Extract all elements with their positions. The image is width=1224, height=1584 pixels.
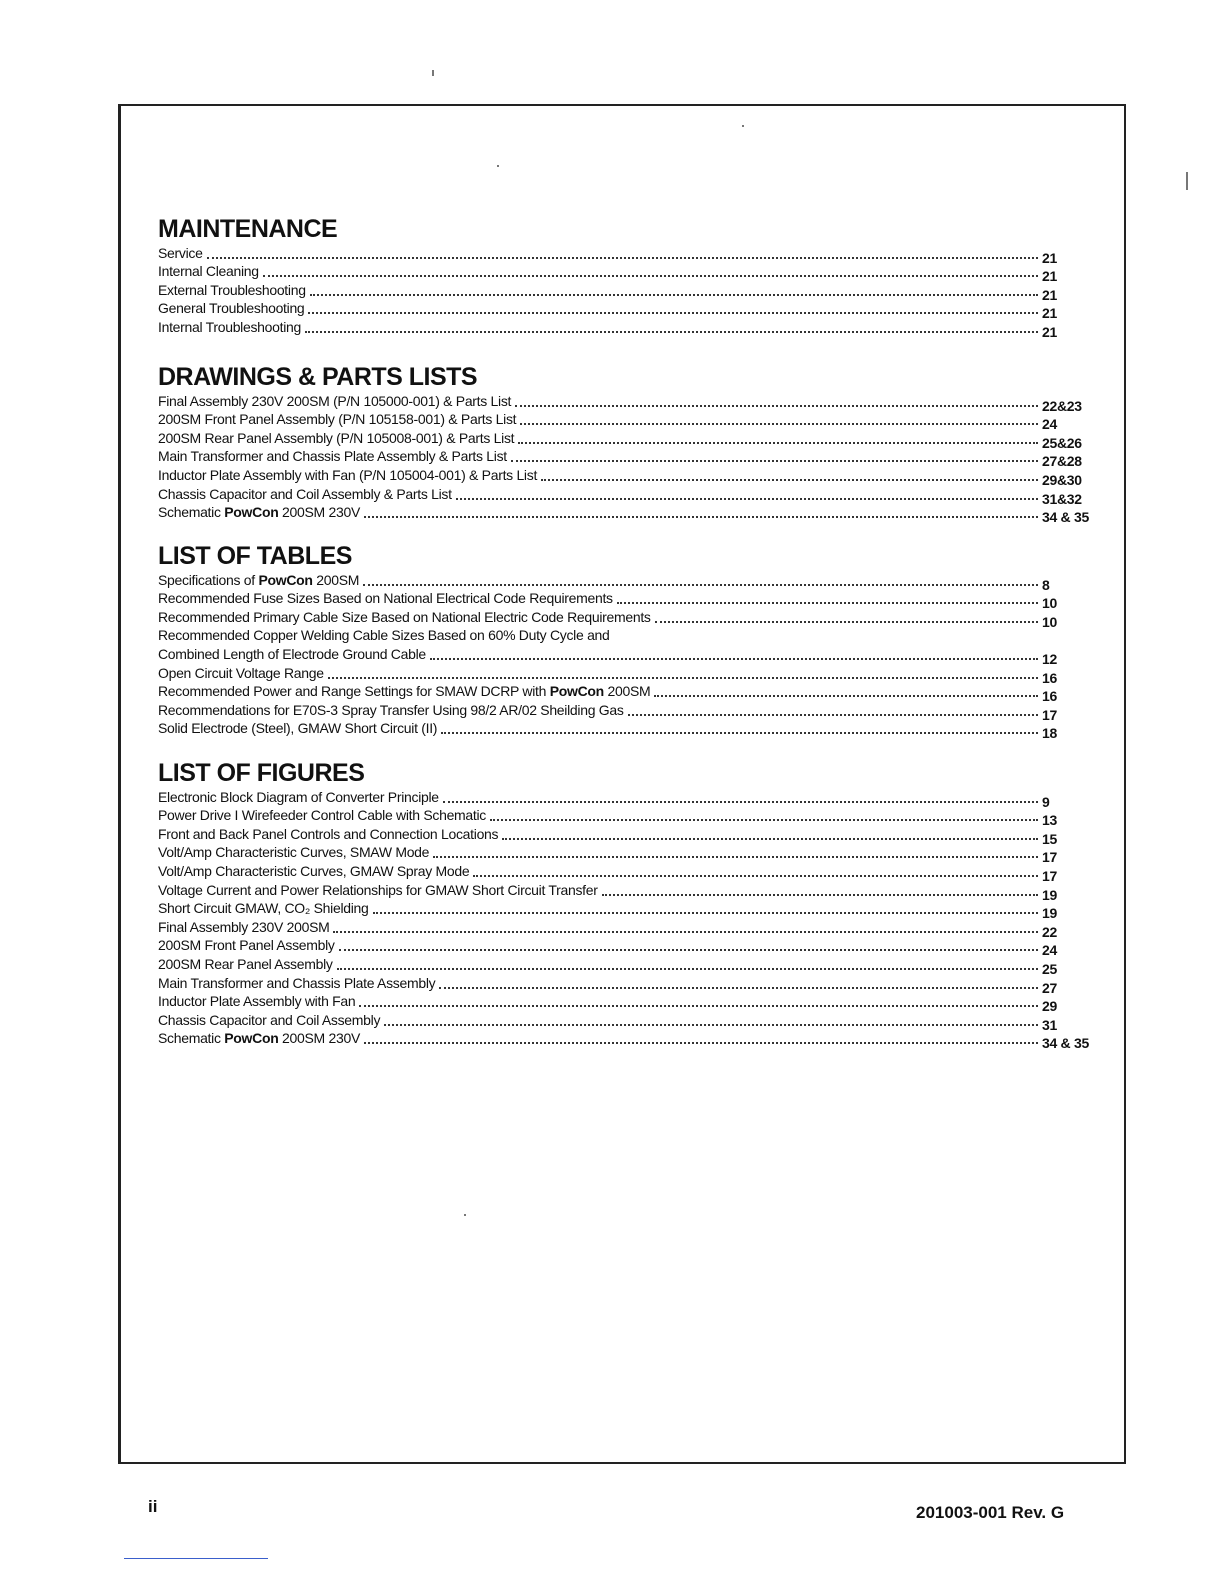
- toc-entry: [158, 700, 1098, 723]
- toc-dot-leader: [430, 648, 1038, 660]
- toc-dot-leader: [628, 704, 1038, 716]
- toc-entry-page-number: 25&26: [1042, 434, 1082, 451]
- section-list-of-tables: [158, 542, 1098, 742]
- toc-entry-label: 200SM Front Panel Assembly: [158, 937, 335, 954]
- toc-entry-label-prefix: Specifications of: [158, 571, 259, 588]
- toc-entry: [158, 663, 1098, 686]
- toc-dot-leader: [305, 321, 1038, 333]
- toc-entry: [158, 992, 1098, 1015]
- toc-entry-label: Inductor Plate Assembly with Fan (P/N 105004-001) & Parts List: [158, 466, 538, 483]
- toc-entry-page-number: 29&30: [1042, 471, 1082, 488]
- toc-entry-label: Front and Back Panel Controls and Connection Locations: [158, 825, 499, 842]
- toc-dot-leader: [502, 828, 1038, 840]
- toc-entry-label-prefix: Schematic: [158, 504, 225, 521]
- toc-list: [158, 787, 1098, 1052]
- toc-dot-leader: [337, 958, 1038, 970]
- toc-dot-leader: [443, 791, 1038, 803]
- toc-entry-label-prefix: Schematic: [158, 1030, 225, 1047]
- toc-dot-leader: [518, 432, 1038, 444]
- toc-entry-label-suffix: 200SM: [603, 683, 651, 700]
- toc-dot-leader: [328, 667, 1038, 679]
- toc-entry-label: General Troubleshooting: [158, 300, 305, 317]
- toc-dot-leader: [384, 1014, 1038, 1026]
- toc-entry-label: Volt/Amp Characteristic Curves, SMAW Mode: [158, 844, 430, 861]
- toc-entry-page-number: 9: [1042, 793, 1050, 810]
- toc-entry-page-number: 21: [1042, 305, 1057, 322]
- toc-entry-label-suffix: 200SM: [312, 571, 360, 588]
- toc-dot-leader: [339, 939, 1038, 951]
- toc-dot-leader: [364, 1032, 1038, 1044]
- toc-entry: [158, 973, 1098, 996]
- toc-dot-leader: [473, 865, 1038, 877]
- section-drawings-parts-lists: [158, 363, 1098, 526]
- toc-dot-leader: [263, 265, 1038, 277]
- toc-entry-page-number: 25: [1042, 960, 1057, 977]
- toc-dot-leader: [520, 413, 1038, 425]
- toc-dot-leader: [207, 247, 1038, 259]
- toc-entry-label: 200SM Front Panel Assembly (P/N 105158-001) & Parts List: [158, 411, 517, 428]
- toc-entry-label: Combined Length of Electrode Ground Cable: [158, 645, 426, 662]
- toc-dot-leader: [515, 395, 1038, 407]
- toc-entry: [158, 644, 1098, 667]
- toc-entry-label: Power Drive I Wirefeeder Control Cable with Schematic: [158, 807, 487, 824]
- toc-entry-page-number: 27&28: [1042, 453, 1082, 470]
- footer-page-number: ii: [148, 1497, 158, 1516]
- toc-entry-label: 200SM Rear Panel Assembly (P/N 105008-001) & Parts List: [158, 429, 515, 446]
- scan-speck: [432, 70, 434, 76]
- toc-entry-page-number: 21: [1042, 323, 1057, 340]
- toc-dot-leader: [617, 592, 1038, 604]
- toc-entry-label: Final Assembly 230V 200SM: [158, 918, 330, 935]
- toc-entry-label: Voltage Current and Power Relationships for GMAW Short Circuit Transfer: [158, 881, 598, 898]
- toc-entry-label-suffix: 200SM 230V: [278, 1030, 360, 1047]
- toc-entry: [158, 1010, 1098, 1033]
- toc-entry-brand-name: PowCon: [224, 504, 279, 521]
- toc-entry-page-number: 34 & 35: [1042, 509, 1089, 526]
- toc-entry-page-number: 17: [1042, 706, 1057, 723]
- toc-dot-leader: [359, 995, 1038, 1007]
- toc-entry: [158, 570, 1098, 593]
- toc-dot-leader: [511, 450, 1038, 462]
- toc-entry-page-number: 31: [1042, 1016, 1057, 1033]
- toc-entry-label: External Troubleshooting: [158, 281, 306, 298]
- toc-entry-label: Main Transformer and Chassis Plate Assembly & Parts List: [158, 448, 507, 465]
- toc-entry-label: 200SM Rear Panel Assembly: [158, 955, 333, 972]
- toc-entry-page-number: 10: [1042, 613, 1057, 630]
- toc-entry-label: Internal Troubleshooting: [158, 318, 302, 335]
- footer-document-number: 201003-001 Rev. G: [916, 1503, 1065, 1522]
- toc-entry: [158, 917, 1098, 940]
- scan-edge-line: [124, 1558, 268, 1559]
- toc-entry: [158, 391, 1098, 414]
- scan-speck: [742, 125, 744, 127]
- toc-entry: [158, 1029, 1098, 1052]
- toc-dot-leader: [439, 977, 1038, 989]
- toc-entry-page-number: 18: [1042, 725, 1057, 742]
- toc-entry: [158, 682, 1098, 705]
- toc-entry-label: [158, 504, 364, 521]
- scan-speck: [464, 1214, 466, 1216]
- toc-dot-leader: [308, 302, 1038, 314]
- toc-entry-page-number: 22: [1042, 923, 1057, 940]
- toc-dot-leader: [441, 722, 1038, 734]
- toc-entry: [158, 484, 1098, 507]
- toc-entry-page-number: 31&32: [1042, 490, 1082, 507]
- toc-entry-page-number: 22&23: [1042, 397, 1082, 414]
- toc-entry: [158, 936, 1098, 959]
- toc-entry-label-suffix: 200SM 230V: [278, 504, 360, 521]
- toc-entry-label: Internal Cleaning: [158, 263, 259, 280]
- toc-entry-page-number: 19: [1042, 905, 1057, 922]
- toc-entry: [158, 880, 1098, 903]
- section-title: DRAWINGS & PARTS LISTS: [158, 363, 478, 391]
- toc-entry-page-number: 16: [1042, 688, 1057, 705]
- toc-entry: [158, 243, 1098, 266]
- toc-entry-label: [158, 572, 363, 589]
- toc-entry-page-number: 19: [1042, 886, 1057, 903]
- toc-entry: [158, 954, 1098, 977]
- toc-entry-label: Electronic Block Diagram of Converter Principle: [158, 788, 439, 805]
- toc-entry-label: Final Assembly 230V 200SM (P/N 105000-001) & Parts List: [158, 392, 512, 409]
- toc-entry: [158, 299, 1098, 322]
- section-maintenance: [158, 215, 1098, 340]
- toc-dot-leader: [364, 506, 1038, 518]
- toc-entry-label: Chassis Capacitor and Coil Assembly & Parts List: [158, 485, 452, 502]
- toc-entry-label: Service: [158, 244, 203, 261]
- toc-dot-leader: [310, 284, 1038, 296]
- toc-entry: [158, 503, 1098, 526]
- toc-entry-page-number: 27: [1042, 979, 1057, 996]
- toc-dot-leader: [654, 685, 1038, 697]
- toc-entry: [158, 280, 1098, 303]
- toc-entry: [158, 787, 1098, 810]
- toc-entry: [158, 447, 1098, 470]
- toc-entry-page-number: 12: [1042, 650, 1057, 667]
- toc-entry-page-number: 16: [1042, 669, 1057, 686]
- section-title: LIST OF TABLES: [158, 542, 352, 570]
- toc-entry-page-number: 10: [1042, 595, 1057, 612]
- toc-entry-label: Main Transformer and Chassis Plate Assembly: [158, 974, 436, 991]
- toc-entry: [158, 719, 1098, 742]
- toc-entry-label: Recommended Fuse Sizes Based on National Electrical Code Requirements: [158, 590, 613, 607]
- section-title: MAINTENANCE: [158, 215, 338, 243]
- toc-entry-label-prefix: Recommended Power and Range Settings for SMAW DCRP with: [158, 683, 550, 700]
- toc-entry-page-number: 8: [1042, 576, 1050, 593]
- toc-entry-brand-name: PowCon: [549, 683, 604, 700]
- toc-list: [158, 391, 1098, 526]
- toc-dot-leader: [433, 846, 1038, 858]
- toc-entry-page-number: 24: [1042, 942, 1057, 959]
- toc-entry-page-number: 17: [1042, 849, 1057, 866]
- toc-entry: [158, 607, 1098, 630]
- toc-entry-page-number: 34 & 35: [1042, 1035, 1089, 1052]
- toc-entry-label: Volt/Amp Characteristic Curves, GMAW Spray Mode: [158, 862, 470, 879]
- toc-list: [158, 243, 1098, 340]
- toc-entry-label: Open Circuit Voltage Range: [158, 664, 324, 681]
- toc-entry: [158, 428, 1098, 451]
- toc-entry-brand-name: PowCon: [258, 571, 313, 588]
- toc-dot-leader: [490, 809, 1038, 821]
- toc-entry-page-number: 29: [1042, 998, 1057, 1015]
- toc-entry-page-number: 15: [1042, 830, 1057, 847]
- toc-entry-page-number: 21: [1042, 268, 1057, 285]
- toc-dot-leader: [333, 921, 1038, 933]
- scan-speck: [1186, 172, 1188, 190]
- toc-list: [158, 570, 1098, 742]
- toc-entry: [158, 806, 1098, 829]
- toc-entry-label: Short Circuit GMAW, CO₂ Shielding: [158, 900, 369, 917]
- toc-entry-page-number: 21: [1042, 249, 1057, 266]
- toc-entry-label: Solid Electrode (Steel), GMAW Short Circuit (II): [158, 720, 438, 737]
- toc-entry-brand-name: PowCon: [224, 1030, 279, 1047]
- toc-entry: [158, 317, 1098, 340]
- toc-dot-leader: [363, 574, 1038, 586]
- toc-dot-leader: [541, 469, 1038, 481]
- toc-entry-page-number: 13: [1042, 812, 1057, 829]
- toc-entry-page-number: 24: [1042, 416, 1057, 433]
- toc-entry-label: Recommendations for E70S-3 Spray Transfer Using 98/2 AR/02 Sheilding Gas: [158, 701, 624, 718]
- toc-entry: [158, 410, 1098, 433]
- section-title: LIST OF FIGURES: [158, 759, 365, 787]
- toc-entry: [158, 589, 1098, 612]
- scan-speck: [497, 165, 499, 167]
- toc-dot-leader: [655, 611, 1038, 623]
- toc-entry-label: Chassis Capacitor and Coil Assembly: [158, 1011, 381, 1028]
- toc-entry-page-number: 21: [1042, 286, 1057, 303]
- toc-entry: [158, 861, 1098, 884]
- toc-dot-leader: [602, 884, 1038, 896]
- toc-entry-label: [158, 1030, 364, 1047]
- toc-entry-label: [158, 683, 654, 700]
- toc-entry-page-number: 17: [1042, 867, 1057, 884]
- toc-entry: [158, 843, 1098, 866]
- toc-entry-label: Recommended Primary Cable Size Based on National Electric Code Requirements: [158, 608, 651, 625]
- toc-dot-leader: [373, 902, 1038, 914]
- toc-dot-leader: [456, 488, 1038, 500]
- toc-entry-label: Inductor Plate Assembly with Fan: [158, 993, 356, 1010]
- toc-entry: [158, 465, 1098, 488]
- section-list-of-figures: [158, 759, 1098, 1052]
- toc-entry: [158, 626, 1098, 645]
- toc-entry: [158, 262, 1098, 285]
- toc-entry: [158, 899, 1098, 922]
- toc-entry: [158, 824, 1098, 847]
- toc-entry-label: Recommended Copper Welding Cable Sizes Based on 60% Duty Cycle and: [158, 627, 610, 644]
